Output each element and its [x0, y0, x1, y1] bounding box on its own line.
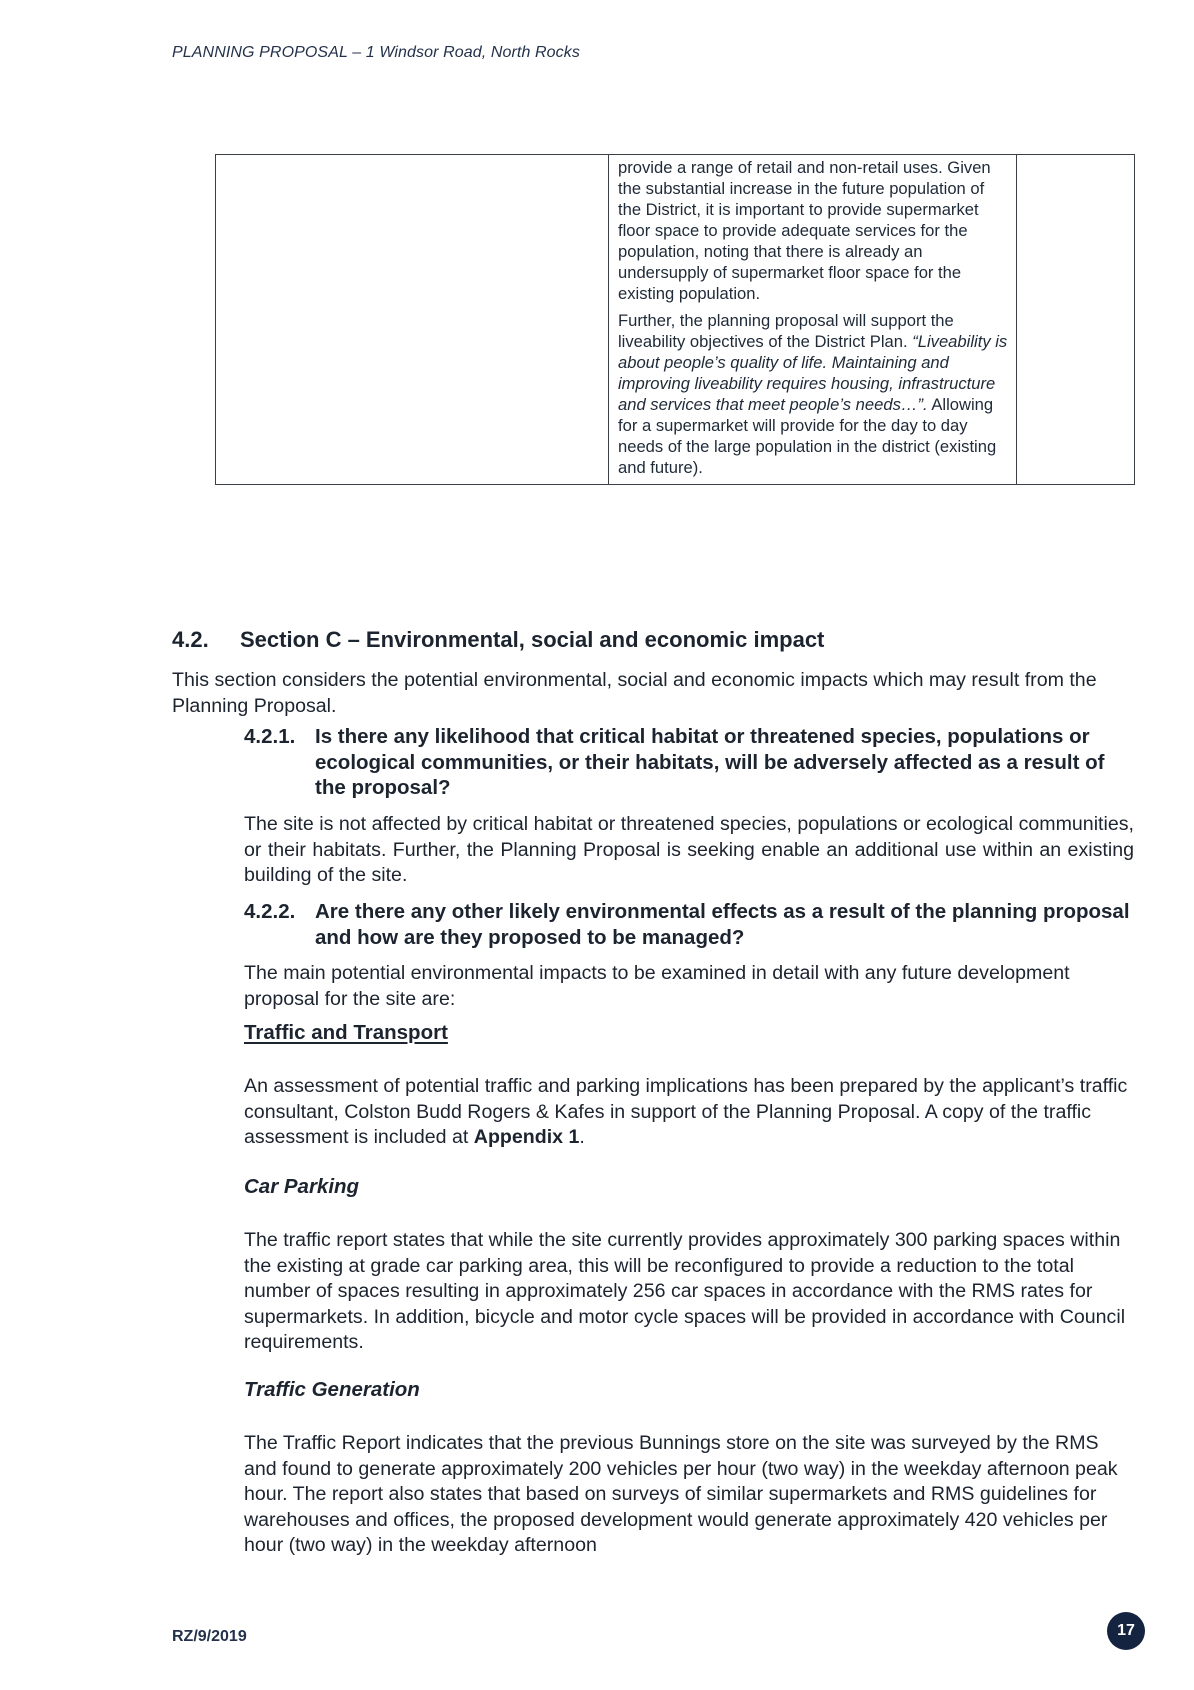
- table-paragraph: provide a range of retail and non-retail uses. Given the substantial increase in the future population of the District, it is important to provide supermarket floor space to provide adequate services for the population, noting that there is already an undersupply of supermarket floor space for the existing population.: [618, 158, 991, 303]
- section-title: Section C – Environmental, social and economic impact: [240, 627, 825, 652]
- table-quote: “Liveability is about people’s quality of life. Maintaining and improving liveability requires housing, infrastructure and services that meet people’s needs…”.: [618, 332, 1008, 414]
- traffic-text-end: .: [579, 1126, 585, 1148]
- table-text: Further, the planning proposal will support the liveability objectives of the District Plan.: [618, 311, 954, 351]
- table-cell-empty-right: [1017, 155, 1135, 485]
- table-cell-empty-left: [216, 155, 609, 485]
- section-number: 4.2.: [172, 627, 209, 652]
- traffic-generation-heading: Traffic Generation: [244, 1378, 420, 1401]
- footer-reference-code: RZ/9/2019: [172, 1628, 247, 1645]
- appendix-reference: Appendix 1: [473, 1126, 580, 1148]
- section-heading: [172, 627, 824, 653]
- subsection-number: 4.2.1.: [244, 725, 296, 748]
- page-header: PLANNING PROPOSAL – 1 Windsor Road, North Rocks: [172, 44, 580, 61]
- table-cell-justification: [609, 155, 1017, 485]
- continued-table: [215, 154, 1135, 485]
- car-parking-heading: Car Parking: [244, 1175, 360, 1198]
- subsection-answer: The main potential environmental impacts to be examined in detail with any future development proposal for the site are:: [244, 962, 1070, 1010]
- subsection-question-text: Are there any other likely environmental effects as a result of the planning proposal and how are they proposed to be managed?: [315, 900, 1130, 949]
- table-paragraph: [618, 310, 1010, 478]
- traffic-text: An assessment of potential traffic and parking implications has been prepared by the applicant’s traffic consultant, Colston Budd Rogers & Kafes in support of the Planning Proposal. A copy of the traffic assessment is included at: [244, 1075, 1128, 1148]
- subsection-question: [244, 899, 1134, 950]
- subsection-question-text: Is there any likelihood that critical habitat or threatened species, populations or ecological communities, or their habitats, will be adversely affected as a result of the proposal?: [315, 725, 1105, 799]
- section-intro: This section considers the potential environmental, social and economic impacts which may result from the Planning Proposal.: [172, 669, 1097, 717]
- traffic-transport-heading: Traffic and Transport: [244, 1021, 448, 1044]
- traffic-paragraph: [244, 1074, 1134, 1151]
- subsection-number: 4.2.2.: [244, 900, 296, 923]
- page-number-badge: 17: [1107, 1612, 1145, 1650]
- subsection-answer: The site is not affected by critical habitat or threatened species, populations or ecological communities, or their habitats. Further, the Planning Proposal is seeking enable an additional use within an existing building of the site.: [244, 813, 1134, 886]
- table-row: [216, 155, 1135, 485]
- subsection-question: [244, 724, 1134, 801]
- car-parking-paragraph: The traffic report states that while the site currently provides approximately 300 parking spaces within the existing at grade car parking area, this will be reconfigured to provide a reduction to the total number of spaces resulting in approximately 256 car spaces in accordance with the RMS rates for supermarkets. In addition, bicycle and motor cycle spaces will be provided in accordance with Council requirements.: [244, 1229, 1126, 1353]
- table-text: Allowing for a supermarket will provide for the day to day needs of the large population in the district (existing and future).: [618, 395, 997, 477]
- traffic-generation-paragraph: The Traffic Report indicates that the previous Bunnings store on the site was surveyed by the RMS and found to generate approximately 200 vehicles per hour (two way) in the weekday afternoon peak hour. The report also states that based on surveys of similar supermarkets and RMS guidelines for warehouses and offices, the proposed development would generate approximately 420 vehicles per hour (two way) in the weekday afternoon: [244, 1432, 1118, 1556]
